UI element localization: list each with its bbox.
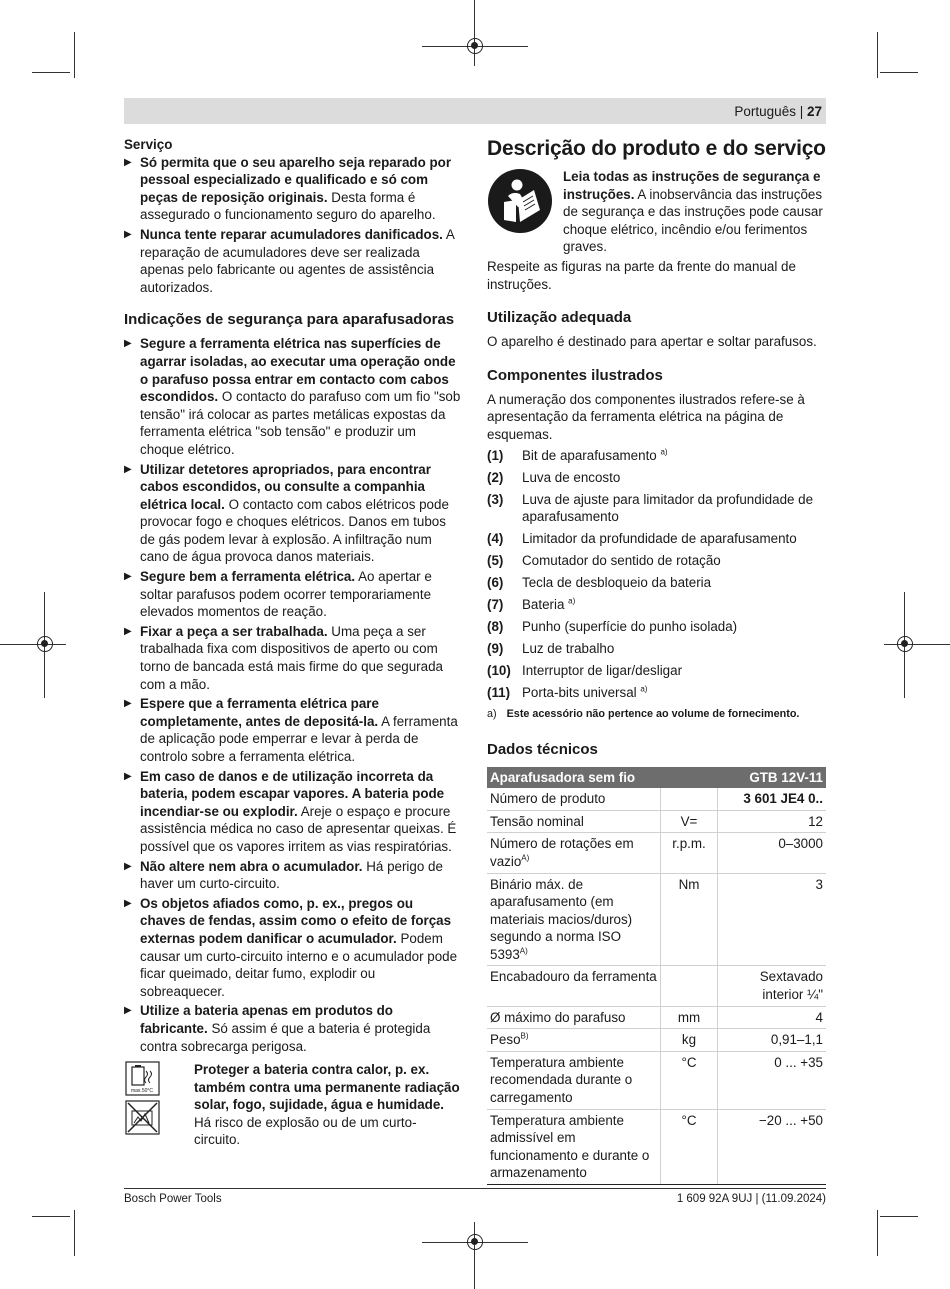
bullet-text: A reparação de acumuladores deve ser realizada apenas pelo fabricante ou agentes de assistência autorizados.	[140, 226, 455, 295]
bullet-bold: Utilizar detetores apropriados, para encontrar cabos escondidos, ou consulte a companhia elétrica local.	[140, 461, 431, 512]
table-header-row	[487, 767, 826, 789]
table-label-note: A)	[521, 853, 530, 863]
read-instructions-bold: Leia todas as instruções de segurança e instruções.	[563, 169, 821, 202]
read-instructions-rest: A inobservância das instruções de segurança e das instruções pode causar choque elétrico, incêndio e/ou ferimentos graves.	[563, 186, 823, 255]
tech-data-rows	[487, 788, 826, 1184]
heat-warning	[124, 1061, 462, 1149]
table-row	[487, 1029, 826, 1052]
crop-mark	[877, 32, 878, 78]
component-label	[522, 684, 647, 702]
component-item	[487, 491, 826, 526]
table-header-label: Aparafusadora sem fio	[487, 767, 718, 789]
table-cell-value: 3 601 JE4 0..	[718, 788, 827, 810]
table-row	[487, 833, 826, 873]
table-row	[487, 1006, 826, 1029]
component-number: (10)	[487, 662, 511, 678]
component-item	[487, 684, 826, 702]
header-separator: |	[795, 104, 807, 119]
bullet-text: Há perigo de haver um curto-circuito.	[140, 858, 443, 892]
component-item	[487, 618, 826, 636]
table-label-text: Peso	[490, 1032, 521, 1048]
crop-mark	[474, 0, 475, 66]
component-label	[522, 491, 826, 526]
heat-warning-icons	[124, 1061, 194, 1149]
component-label-text: Tecla de desbloqueio da bateria	[522, 575, 712, 591]
component-number: (1)	[487, 447, 504, 463]
table-cell-unit: °C	[661, 1109, 718, 1184]
safety-list	[124, 335, 462, 1055]
bullet-item	[124, 461, 462, 567]
crop-mark	[32, 1216, 70, 1217]
table-cell-unit	[661, 966, 718, 1006]
table-cell-unit: kg	[661, 1029, 718, 1052]
bullet-item	[124, 154, 462, 224]
table-cell-unit: mm	[661, 1006, 718, 1029]
component-label	[522, 596, 575, 614]
read-instructions-block	[487, 168, 826, 256]
table-cell-label	[487, 966, 661, 1006]
component-label	[522, 447, 668, 465]
component-note: a)	[660, 447, 668, 457]
table-cell-unit	[661, 788, 718, 810]
crop-mark	[880, 72, 918, 73]
table-cell-value: 0 ... +35	[718, 1051, 827, 1109]
component-label-text: Luva de ajuste para limitador da profundidade de aparafusamento	[522, 491, 814, 525]
table-label-text: Encabadouro da ferramenta	[490, 969, 657, 985]
bullet-text: Podem causar um curto-circuito interno e o acumulador pode ficar queimado, deitar fumo, explodir ou sobreaquecer.	[140, 930, 458, 999]
safety-title: Indicações de segurança para aparafusadoras	[124, 311, 455, 329]
table-cell-value: 3	[718, 873, 827, 966]
component-label	[522, 530, 797, 548]
table-cell-unit: Nm	[661, 873, 718, 966]
component-number: (5)	[487, 553, 504, 569]
table-label-text: Temperatura ambiente admissível em funcionamento e durante o armazenamento	[490, 1112, 650, 1181]
table-label-text: Número de rotações em vazio	[490, 836, 634, 869]
bullet-text: A ferramenta de aplicação pode emperrar e levar à perda de controlo sobre a ferramenta elétrica.	[140, 713, 458, 764]
component-item	[487, 530, 826, 548]
table-cell-value: 12	[718, 810, 827, 833]
component-label	[522, 469, 620, 487]
table-label-text: Binário máx. de aparafusamento (em materiais macios/duros) segundo a norma ISO 5393	[490, 876, 633, 962]
table-label-text: Ø máximo do parafuso	[490, 1009, 626, 1025]
bullet-bold: Utilize a bateria apenas em produtos do fabricante.	[140, 1003, 393, 1036]
component-label-text: Interruptor de ligar/desligar	[522, 662, 683, 678]
components-footnote	[487, 706, 826, 724]
registration-mark-icon	[467, 1234, 483, 1250]
bullet-item	[124, 768, 462, 856]
footer-docnumber: 1 609 92A 9UJ | (11.09.2024)	[676, 1193, 826, 1205]
bullet-text: Desta forma é assegurado o funcionamento seguro do aparelho.	[140, 189, 436, 223]
read-manual-icon	[487, 168, 563, 256]
read-instructions-text	[563, 168, 825, 256]
component-label	[522, 618, 737, 636]
bullet-text: O contacto do parafuso com um fio "sob tensão" irá colocar as partes metálicas expostas da ferramenta elétrica "sob tensão" e produzir um choque elétrico.	[140, 389, 461, 457]
component-number: (7)	[487, 597, 504, 613]
component-item	[487, 640, 826, 658]
component-label-text: Comutador do sentido de rotação	[522, 553, 721, 569]
component-number: (6)	[487, 575, 504, 591]
bullet-bold: Só permita que o seu aparelho seja reparado por pessoal especializado e qualificado e só com peças de reposição originais.	[140, 154, 452, 205]
table-cell-value: Sextavado interior ¼"	[718, 966, 827, 1006]
table-cell-label	[487, 873, 661, 966]
component-label	[522, 552, 721, 570]
bullet-bold: Não altere nem abra o acumulador.	[140, 858, 363, 874]
component-note: a)	[568, 596, 576, 606]
bullet-bold: Espere que a ferramenta elétrica pare completamente, antes de depositá-la.	[140, 696, 379, 729]
figures-note: Respeite as figuras na parte da frente do manual de instruções.	[487, 258, 796, 292]
tech-data-table	[487, 767, 826, 1185]
heat-warning-rest: Há risco de explosão ou de um curto-circuito.	[194, 1114, 417, 1148]
crop-mark	[74, 1210, 75, 1256]
table-row	[487, 966, 826, 1006]
heat-warning-text	[194, 1061, 462, 1149]
crop-mark	[0, 644, 66, 645]
table-cell-value: 0–3000	[718, 833, 827, 873]
crop-mark	[877, 1210, 878, 1256]
table-label-text: Número de produto	[490, 791, 606, 807]
component-label	[522, 574, 711, 592]
component-label-text: Bit de aparafusamento	[522, 447, 657, 463]
component-item	[487, 574, 826, 592]
table-cell-unit: °C	[661, 1051, 718, 1109]
footer-rule	[124, 1188, 826, 1189]
footer-brand: Bosch Power Tools	[124, 1193, 222, 1205]
crop-mark	[474, 1222, 475, 1289]
bullet-item	[124, 568, 462, 621]
footnote-text: Este acessório não pertence ao volume de fornecimento.	[506, 707, 800, 720]
component-number: (11)	[487, 684, 511, 700]
heat-icon-label: max.50°C	[130, 1088, 154, 1095]
table-cell-value: 0,91–1,1	[718, 1029, 827, 1052]
header-section: Português	[734, 104, 796, 119]
table-row	[487, 873, 826, 966]
bullet-item	[124, 695, 462, 765]
bullet-text: O contacto com cabos elétricos pode provocar fogo e choques elétricos. Danos em tubos de gás podem levar à explosão. A infiltração num cano de água provoca danos materiais.	[140, 496, 449, 565]
table-cell-label	[487, 1109, 661, 1184]
components-list	[487, 447, 826, 702]
crop-mark	[32, 72, 70, 73]
header-bar	[124, 98, 826, 124]
table-cell-label	[487, 1051, 661, 1109]
components-intro: A numeração dos componentes ilustrados refere-se à apresentação da ferramenta elétrica na página de esquemas.	[487, 391, 805, 442]
bullet-bold: Segure a ferramenta elétrica nas superfícies de agarrar isoladas, ao executar uma operação onde o parafuso possa entrar em contacto com cabos escondidos.	[140, 336, 456, 405]
table-row	[487, 1051, 826, 1109]
bullet-text: Areje o espaço e procure assistência médica no caso de apresentar queixas. É possível que os vapores irritem as vias respiratórias.	[140, 803, 457, 854]
service-title: Serviço	[124, 137, 173, 152]
table-cell-label	[487, 1006, 661, 1029]
bullet-text: Só assim é que a bateria é protegida contra sobrecarga perigosa.	[140, 1020, 431, 1054]
registration-mark-icon	[467, 38, 483, 54]
table-row	[487, 1109, 826, 1184]
table-label-text: Tensão nominal	[490, 813, 584, 829]
bullet-item	[124, 623, 462, 693]
table-cell-value: −20 ... +50	[718, 1109, 827, 1184]
component-item	[487, 662, 826, 680]
table-label-note: B)	[520, 1031, 529, 1041]
table-label-text: Temperatura ambiente recomendada durante o carregamento	[490, 1054, 633, 1106]
bullet-item	[124, 895, 462, 1001]
bullet-bold: Segure bem a ferramenta elétrica.	[140, 569, 356, 585]
registration-mark-icon	[897, 636, 913, 652]
bullet-bold: Nunca tente reparar acumuladores danificados.	[140, 226, 443, 242]
component-label-text: Luz de trabalho	[522, 641, 615, 656]
component-number: (3)	[487, 491, 504, 507]
table-row	[487, 788, 826, 810]
bullet-item	[124, 226, 462, 296]
bullet-text: Ao apertar e soltar parafusos podem ocorrer temporariamente elevados momentos de reação.	[140, 569, 432, 620]
component-label-text: Limitador da profundidade de aparafusamento	[522, 531, 797, 547]
use-title: Utilização adequada	[487, 309, 632, 327]
component-item	[487, 469, 826, 487]
table-cell-label	[487, 810, 661, 833]
table-cell-value: 4	[718, 1006, 827, 1029]
registration-mark-icon	[37, 636, 53, 652]
use-text: O aparelho é destinado para apertar e soltar parafusos.	[487, 334, 817, 350]
component-label	[522, 662, 682, 680]
component-item	[487, 447, 826, 465]
bullet-item	[124, 1002, 462, 1055]
component-label-text: Luva de encosto	[522, 469, 621, 485]
page-number: 27	[806, 104, 822, 119]
read-manual-icon-graphic	[487, 168, 553, 234]
crop-mark	[884, 644, 950, 645]
table-cell-unit: r.p.m.	[661, 833, 718, 873]
bullet-bold: Os objetos afiados como, p. ex., pregos ou chaves de fendas, assim como o efeito de forças externas podem danificar o acumulador.	[140, 895, 452, 946]
component-number: (8)	[487, 619, 504, 635]
component-number: (2)	[487, 469, 504, 485]
component-label-text: Punho (superfície do punho isolada)	[522, 619, 738, 635]
crop-mark	[74, 32, 75, 78]
bullet-bold: Fixar a peça a ser trabalhada.	[140, 623, 328, 639]
table-cell-unit: V=	[661, 810, 718, 833]
component-number: (4)	[487, 531, 504, 547]
components-title: Componentes ilustrados	[487, 366, 663, 384]
battery-heat-icon	[124, 1061, 162, 1137]
table-row	[487, 810, 826, 833]
crop-mark	[880, 1216, 918, 1217]
component-item	[487, 552, 826, 570]
table-label-note: A)	[519, 946, 528, 956]
bullet-item	[124, 335, 462, 458]
table-cell-label	[487, 788, 661, 810]
page-header	[734, 103, 822, 121]
tech-data-title: Dados técnicos	[487, 740, 598, 758]
component-number: (9)	[487, 641, 504, 656]
component-label-text: Bateria	[522, 597, 565, 613]
bullet-text: Uma peça a ser trabalhada fixa com dispositivos de aperto ou com torno de bancada está mais firme do que segurada com a mão.	[140, 623, 443, 692]
component-label-text: Porta-bits universal	[522, 684, 637, 700]
bullet-item	[124, 858, 462, 893]
component-label	[522, 640, 614, 658]
component-note: a)	[640, 684, 648, 694]
right-column	[487, 136, 826, 1185]
table-cell-label	[487, 833, 661, 873]
footnote-mark: a)	[487, 707, 497, 720]
table-header-value: GTB 12V-11	[718, 767, 827, 789]
service-list	[124, 154, 462, 297]
left-column	[124, 136, 462, 1149]
table-cell-label	[487, 1029, 661, 1052]
bullet-bold: Em caso de danos e de utilização incorreta da bateria, podem escapar vapores. A bateria pode incendiar-se ou explodir.	[140, 768, 445, 819]
component-item	[487, 596, 826, 614]
heat-warning-bold: Proteger a bateria contra calor, p. ex. também contra uma permanente radiação solar, fogo, sujidade, água e humidade.	[194, 1062, 460, 1113]
product-description-title: Descrição do produto e do serviço	[487, 137, 826, 160]
